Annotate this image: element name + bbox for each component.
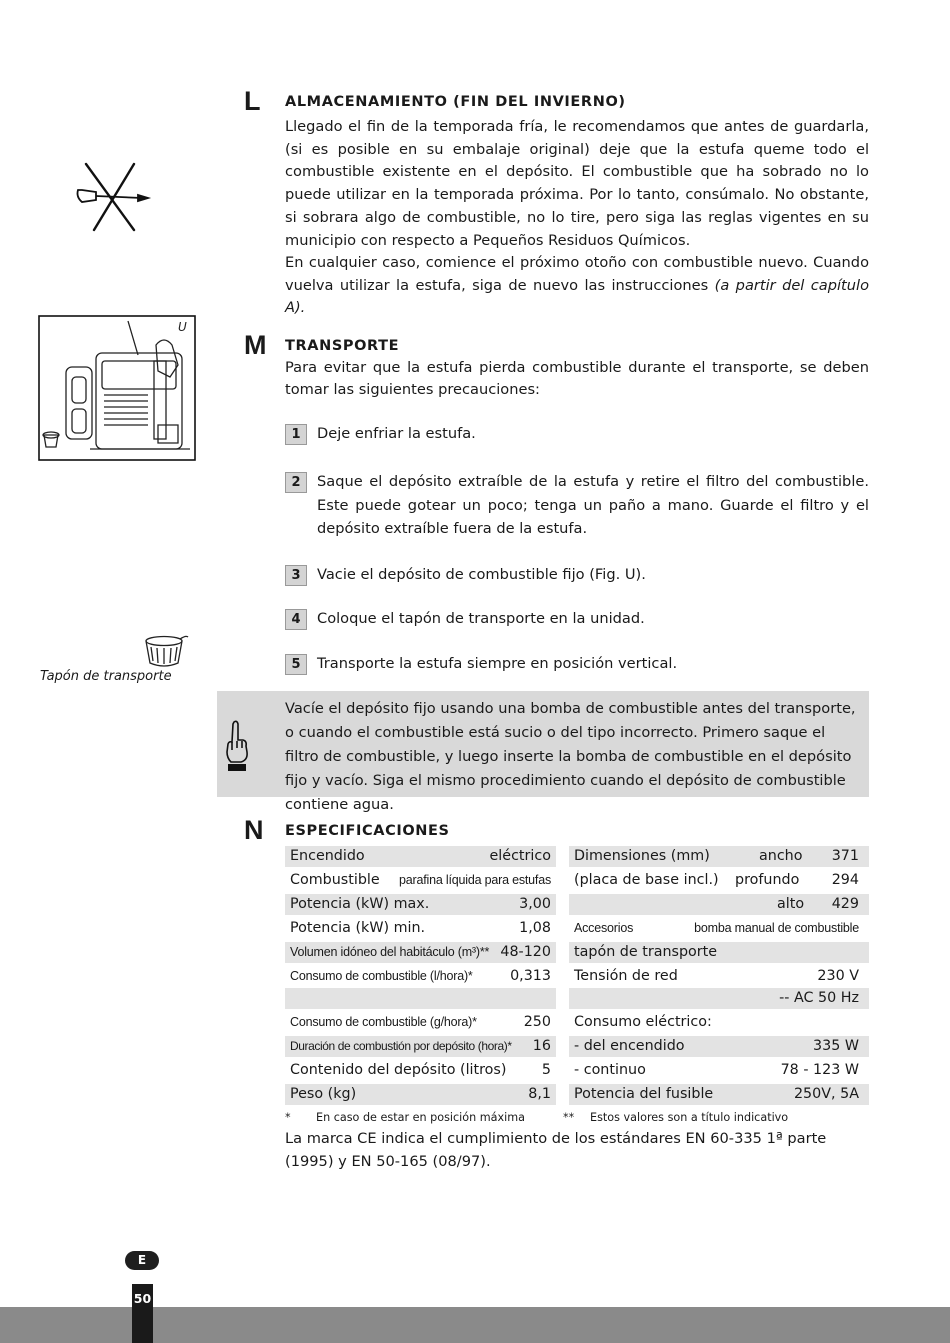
spec-row-right [569,988,869,1009]
transport-cap-illustration [142,633,190,669]
footnote-2-mark: ** [563,1111,575,1124]
spec-label: Potencia (kW) min. [290,920,426,936]
spec-dimension-name: ancho [759,848,803,864]
language-badge: E [125,1251,159,1270]
spec-row-left [285,918,556,939]
section-letter-l: L [244,86,261,116]
section-letter-n: N [244,815,264,845]
spec-label: tapón de transporte [574,944,718,960]
spec-value: 3,00 [519,896,551,912]
step-text-4: Coloque el tapón de transporte en la unidad. [317,610,645,627]
storage-paragraph-2-ref: (a partir del capítulo A). [285,276,870,317]
spec-row-left-spacer [285,988,556,1009]
no-tools-icon [72,160,152,232]
spec-row-left [285,846,556,867]
spec-label: Tensión de red [574,968,678,984]
storage-paragraph-1: Llegado el fin de la temporada fría, le recomendamos que antes de guardarla, (si es posible en su embalaje original) deje que la estufa queme todo el combustible existente en el depósito. El combustible que ha sobrado no lo puede utilizar en la temporada próxima. Por lo tanto, consúmalo. No obstante, si sobrara algo de combustible, no lo tire, pero siga las reglas vigentes en su municipio con respecto a Pequeños Residuos Químicos. [285,118,869,249]
pointing-hand-icon [223,720,251,772]
section-letter-m: M [244,330,267,360]
spec-value: 0,313 [510,968,551,984]
spec-label: Dimensiones (mm) [574,848,710,864]
transport-intro: Para evitar que la estufa pierda combustible durante el transporte, se deben tomar las siguientes precauciones: [285,359,869,398]
spec-row-right [569,1060,869,1081]
spec-row-left [285,1084,556,1105]
section-title-transport: TRANSPORTE [285,338,400,354]
spec-row-right [569,894,869,915]
spec-row-right [569,918,869,939]
spec-row-right [569,1084,869,1105]
spec-label: - del encendido [574,1038,685,1054]
spec-label: Combustible [290,872,380,888]
step-number-4: 4 [285,609,307,630]
spec-row-left [285,1012,556,1033]
spec-dimension-name: profundo [735,872,800,888]
spec-label: Encendido [290,848,365,864]
section-title-specifications: ESPECIFICACIONES [285,823,450,839]
step-text-2: Saque el depósito extraíble de la estufa y retire el filtro del combustible. Este puede gotear un poco; tenga un paño a mano. Guarde el filtro y el depósito extraíble fuera de la estufa. [317,473,869,537]
spec-value: 48-120 [500,944,551,960]
spec-row-right [569,966,869,987]
spec-label: Accesorios [574,921,634,935]
spec-row-left [285,1036,556,1057]
spec-value: 78 - 123 W [780,1062,859,1078]
spec-value: 250 [523,1014,551,1030]
spec-value: 429 [831,896,859,912]
spec-value: eléctrico [489,848,551,864]
spec-label: Potencia del fusible [574,1086,714,1102]
footnote-1-text: En caso de estar en posición máxima [316,1111,526,1124]
page-number: 50 [133,1291,152,1306]
section-title-storage: ALMACENAMIENTO (FIN DEL INVIERNO) [285,94,626,110]
spec-label: Duración de combustión por depósito (hora)* [290,1039,512,1053]
transport-cap-caption: Tapón de transporte [40,669,172,684]
spec-label: (placa de base incl.) [574,872,719,888]
footnote-2-text: Estos valores son a título indicativo [590,1111,789,1124]
spec-value: 16 [532,1038,551,1054]
step-number-3: 3 [285,565,307,586]
spec-value: 335 W [813,1038,859,1054]
spec-row-left [285,1060,556,1081]
spec-row-left [285,894,556,915]
figure-u-label: U [178,320,187,334]
spec-row-left [285,966,556,987]
ce-compliance-text: La marca CE indica el cumplimiento de los estándares EN 60-335 1ª parte (1995) y EN 50-165 (08/97). [285,1130,827,1170]
spec-value: parafina líquida para estufas [399,873,551,887]
spec-value: -- AC 50 Hz [779,990,859,1006]
spec-value: 230 V [817,968,859,984]
spec-label: Potencia (kW) max. [290,896,430,912]
spec-value: 1,08 [519,920,551,936]
warning-note-text: Vacíe el depósito fijo usando una bomba de combustible antes del transporte, o cuando el combustible está sucio o del tipo incorrecto. Primero saque el filtro de combustible, y luego inserte la bomba de combustible en el depósito fijo y vacío. Siga el mismo procedimiento cuando el depósito de combustible contiene agua. [285,700,856,813]
spec-value: 371 [831,848,859,864]
spec-value: 294 [831,872,859,888]
spec-row-right [569,846,869,867]
spec-value: 250V, 5A [793,1086,859,1102]
spec-row-right [569,870,869,891]
spec-label: Consumo de combustible (l/hora)* [290,969,473,983]
spec-label: Contenido del depósito (litros) [290,1062,507,1078]
step-text-1: Deje enfriar la estufa. [317,425,476,442]
spec-label: - continuo [574,1062,646,1078]
figure-u-stove-illustration [38,315,196,461]
footnote-1-mark: * [285,1111,291,1124]
spec-dimension-name: alto [777,896,805,912]
spec-label: Volumen idóneo del habitáculo (m³)** [290,945,490,959]
spec-label: Peso (kg) [290,1086,357,1102]
storage-paragraph-2 [285,252,869,320]
spec-label: Consumo eléctrico: [574,1014,712,1030]
step-number-2: 2 [285,472,307,493]
spec-row-left [285,870,556,891]
spec-row-right [569,1012,869,1033]
step-text-3: Vacie el depósito de combustible fijo (Fig. U). [317,566,646,583]
spec-value: bomba manual de combustible [694,921,859,935]
spec-row-right [569,1036,869,1057]
step-text-5: Transporte la estufa siempre en posición vertical. [317,655,678,672]
spec-value: 5 [541,1062,551,1078]
step-number-5: 5 [285,654,307,675]
spec-row-left [285,942,556,963]
spec-label: Consumo de combustible (g/hora)* [290,1015,477,1029]
storage-paragraph-2-text: En cualquier caso, comience el próximo otoño con combustible nuevo. Cuando vuelva utilizar la estufa, siga de nuevo las instrucciones [285,254,869,294]
spec-value: 8,1 [528,1086,551,1102]
spec-row-right [569,942,869,963]
step-number-1: 1 [285,424,307,445]
